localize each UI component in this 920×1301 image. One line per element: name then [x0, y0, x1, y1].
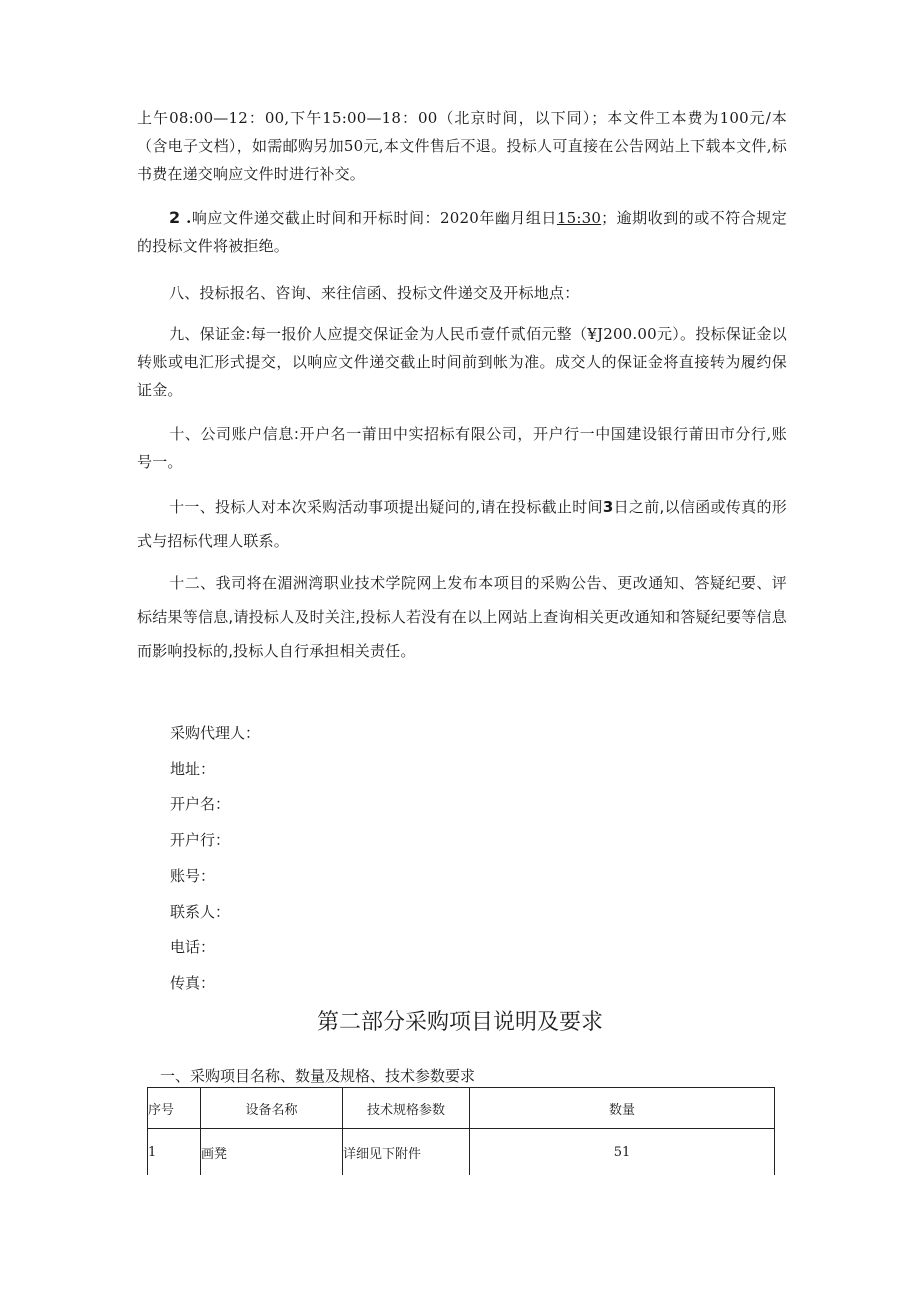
list-number: 2 — [169, 208, 181, 227]
cell-device-name: 画凳 — [201, 1129, 343, 1176]
page-bottom-cut — [146, 1175, 776, 1185]
signature-phone: 电话： — [170, 938, 216, 956]
paragraph-announcements-text: 十二、我司将在湄洲湾职业技术学院网上发布本项目的采购公告、更改通知、答疑纪要、评标结果等信息,请投标人及时关注,投标人若没有在以上网站上查询相关更改通知和答疑纪要等信息而影响投标的,投标人自行承担相关责任。 — [137, 574, 787, 660]
table-row — [148, 1129, 775, 1176]
paragraph-fees-text: 上午08:00—12：00,下午15:00—18：00（北京时间，以下同）；本文件工本费为100元/本（含电子文档），如需邮购另加50元,本文件售后不退。投标人可直接在公告网站上下载本文件,标书费在递交响应文件时进行补交。 — [137, 109, 787, 183]
header-quantity: 数量 — [470, 1088, 775, 1129]
cell-index: 1 — [148, 1129, 201, 1176]
account-heading: 十、公司账户信息: — [169, 425, 300, 443]
signature-bank: 开户行： — [170, 831, 231, 849]
paragraph-location-text: 八、投标报名、咨询、来往信函、投标文件递交及开标地点： — [169, 284, 580, 302]
cell-spec: 详细见下附件 — [343, 1129, 470, 1176]
table-header-row — [148, 1088, 775, 1129]
paragraph-account — [137, 420, 787, 476]
deposit-text: 每一报价人应提交保证金为人民币壹仟贰佰元整（¥J200.00元）。投标保证金以转账或电汇形式提交，以响应文件递交截止时间前到帐为准。成交人的保证金将直接转为履约保证金。 — [137, 325, 787, 399]
paragraph-deposit — [137, 320, 787, 404]
header-index: 序号 — [148, 1088, 201, 1129]
paragraph-fees — [137, 104, 787, 188]
header-spec: 技术规格参数 — [343, 1088, 470, 1129]
deadline-time: 15:30 — [556, 209, 602, 227]
paragraph-location — [137, 279, 787, 307]
paragraph-announcements — [137, 566, 787, 668]
signature-contact: 联系人： — [170, 903, 231, 921]
paragraph-deadline: 2 .响应文件递交截止时间和开标时间：2020年幽月组日15:30；逾期收到的或不符合规定的投标文件将被拒绝。 — [137, 208, 787, 255]
section-title: 第二部分采购项目说明及要求 — [316, 1010, 603, 1035]
signature-account-no: 账号： — [170, 867, 216, 885]
cell-quantity: 51 — [470, 1129, 775, 1176]
paragraph-questions: 十一、投标人对本次采购活动事项提出疑问的,请在投标截止时间3日之前,以信函或传真的形式与招标代理人联系。 — [137, 498, 788, 550]
signature-fax: 传真： — [170, 974, 216, 992]
header-device-name: 设备名称 — [201, 1088, 343, 1129]
signature-address: 地址： — [170, 760, 216, 778]
days-number: 3 — [602, 498, 614, 516]
spec-table — [147, 1087, 775, 1176]
signature-account-name: 开户名： — [170, 795, 231, 813]
section-subtitle: 一、采购项目名称、数量及规格、技术参数要求 — [160, 1067, 476, 1085]
signature-agent: 采购代理人： — [170, 724, 261, 742]
deposit-heading: 九、保证金: — [169, 325, 251, 343]
account-text: 开户名一莆田中实招标有限公司，开户行一中国建设银行莆田市分行,账号一。 — [137, 425, 787, 471]
